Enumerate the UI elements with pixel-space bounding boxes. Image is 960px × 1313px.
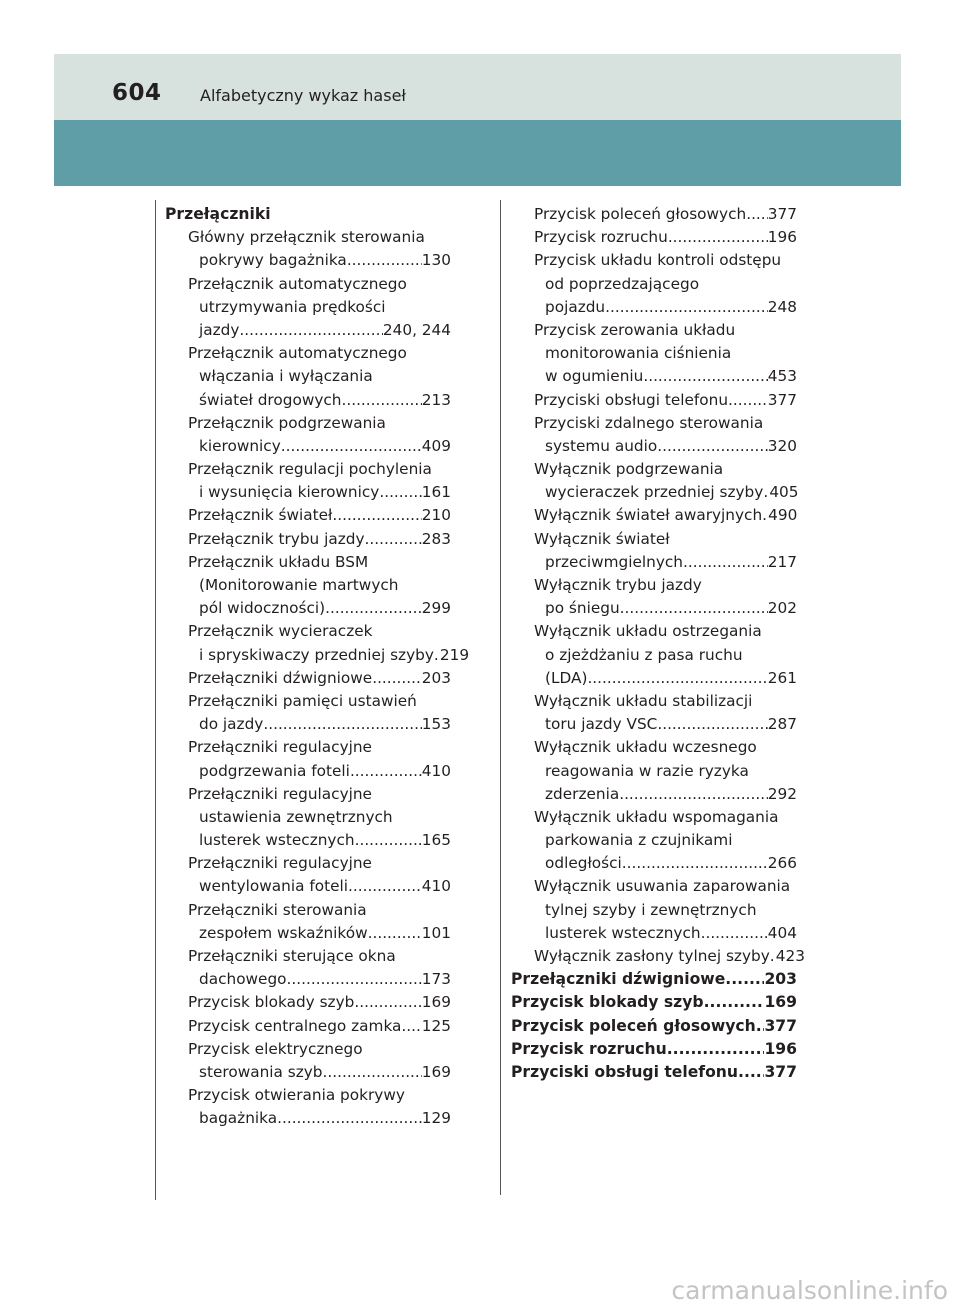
- index-entry-page: 202: [767, 599, 797, 618]
- index-entry-page: 219: [439, 645, 470, 664]
- index-entry: [511, 435, 797, 458]
- index-entry-text: Przełącznik świateł: [188, 506, 333, 525]
- index-entry-text: podgrzewania foteli: [199, 761, 350, 780]
- leader-dots: [372, 667, 422, 690]
- index-entry-page: 320: [767, 436, 797, 455]
- index-entry-text: pokrywy bagażnika: [199, 251, 347, 270]
- index-entry-text: Przycisk otwierania pokrywy: [188, 1086, 405, 1105]
- index-entry-page: 169: [764, 993, 797, 1012]
- index-entry: [165, 667, 451, 690]
- index-entry: [165, 783, 451, 806]
- index-column-left: [165, 203, 470, 1131]
- index-entry: [511, 852, 797, 875]
- index-entry-page: 196: [764, 1039, 797, 1058]
- index-entry-text: o zjeżdżaniu z pasa ruchu: [545, 645, 743, 664]
- index-entry-text: Przycisk rozruchu: [511, 1039, 667, 1058]
- index-entry-text: po śniegu: [545, 599, 620, 618]
- index-entry-text: Przycisk blokady szyb: [188, 993, 355, 1012]
- index-entry: [511, 620, 797, 643]
- index-entry-page: 261: [767, 668, 797, 687]
- index-entry-text: Przełączniki pamięci ustawień: [188, 691, 417, 710]
- index-entry-text: Wyłącznik podgrzewania: [534, 460, 724, 479]
- index-entry: [165, 365, 451, 388]
- index-entry: [165, 458, 451, 481]
- leader-dots: [605, 296, 768, 319]
- index-entry-page: 169: [421, 1062, 451, 1081]
- index-entry-text: dachowego: [199, 970, 287, 989]
- leader-dots: [263, 713, 421, 736]
- leader-dots: [683, 551, 768, 574]
- index-entry-text: pojazdu: [545, 297, 606, 316]
- index-entry-text: pól widoczności): [199, 599, 326, 618]
- index-entry: [165, 644, 470, 667]
- index-entry: [511, 319, 797, 342]
- index-entry-page: 377: [767, 205, 797, 223]
- index-entry-page: 410: [421, 761, 451, 780]
- index-entry: [165, 945, 451, 968]
- index-entry-page: 210: [421, 506, 451, 525]
- index-entry-text: (LDA): [545, 668, 588, 687]
- index-entry-text: Przełącznik regulacji pochylenia: [188, 460, 432, 479]
- index-entry: [511, 481, 797, 504]
- index-entry-page: 292: [767, 784, 797, 803]
- index-entry: [511, 1061, 797, 1084]
- leader-dots: [379, 481, 421, 504]
- index-entry: [511, 922, 797, 945]
- index-entry-text: (Monitorowanie martwych: [199, 576, 399, 594]
- index-entry: [165, 319, 451, 342]
- index-entry-text: Przełączniki sterowania: [188, 900, 367, 919]
- index-entry-text: parkowania z czujnikami: [545, 831, 733, 850]
- middle-column-rule: [500, 200, 501, 1195]
- index-entry: [165, 1015, 451, 1038]
- leader-dots: [368, 922, 422, 945]
- leader-dots: [643, 365, 767, 388]
- index-entry: [165, 760, 451, 783]
- index-entry: [165, 899, 451, 922]
- index-entry: [165, 273, 451, 296]
- leader-dots: [287, 968, 422, 991]
- index-entry: [165, 875, 451, 898]
- index-entry-text: systemu audio: [545, 436, 658, 455]
- index-entry: [165, 574, 451, 597]
- index-entry: [165, 435, 451, 458]
- index-entry-text: w ogumieniu: [545, 367, 644, 386]
- index-entry: [165, 736, 451, 759]
- index-entry-text: Przycisk centralnego zamka: [188, 1016, 402, 1035]
- index-entry-text: Przełączniki regulacyjne: [188, 738, 372, 757]
- index-entry-page: 453: [767, 367, 797, 386]
- index-entry-text: Przycisk rozruchu: [534, 228, 668, 247]
- index-entry: [165, 551, 451, 574]
- index-entry-page: 196: [767, 228, 797, 247]
- index-entry-text: tylnej szyby i zewnętrznych: [545, 900, 757, 919]
- index-entry: [511, 1015, 797, 1038]
- leader-dots: [667, 1038, 765, 1061]
- index-entry: [165, 806, 451, 829]
- index-entry-text: do jazdy: [199, 715, 264, 734]
- index-entry: [165, 203, 451, 226]
- leader-dots: [239, 319, 382, 342]
- index-entry: [511, 991, 797, 1014]
- index-entry-text: Przycisk poleceń głosowych: [511, 1016, 756, 1035]
- index-entry: [165, 620, 451, 643]
- index-entry: [511, 458, 797, 481]
- index-entry-text: Wyłącznik świateł: [534, 529, 670, 548]
- index-entry-text: lusterek wstecznych: [199, 831, 355, 850]
- index-entry-text: Przełączniki dźwigniowe: [511, 970, 726, 989]
- index-entry-text: Przełącznik wycieraczek: [188, 622, 373, 641]
- index-entry-text: Wyłącznik trybu jazdy: [534, 576, 702, 594]
- index-column-right: [511, 203, 805, 1084]
- index-entry: [165, 504, 451, 527]
- leader-dots: [350, 760, 422, 783]
- index-entry: [165, 1061, 451, 1084]
- index-entry: [165, 296, 451, 319]
- index-entry-text: wentylowania foteli: [199, 877, 348, 896]
- leader-dots: [704, 991, 765, 1014]
- index-entry-text: zderzenia: [545, 784, 620, 803]
- index-entry-text: i wysunięcia kierownicy: [199, 483, 380, 502]
- index-entry-text: monitorowania ciśnienia: [545, 344, 732, 363]
- leader-dots: [365, 528, 422, 551]
- index-entry: [511, 899, 797, 922]
- index-entry-page: 213: [421, 390, 451, 409]
- leader-dots: [277, 1107, 422, 1130]
- index-entry: [511, 945, 805, 968]
- index-entry-text: wycieraczek przedniej szyby: [545, 483, 764, 502]
- index-entry-text: jazdy: [199, 320, 240, 339]
- index-entry: [165, 690, 451, 713]
- index-entry-page: 240, 244: [382, 320, 451, 339]
- leader-dots: [341, 389, 421, 412]
- index-entry: [165, 713, 451, 736]
- index-entry-page: 203: [421, 668, 451, 687]
- index-entry: [165, 481, 451, 504]
- index-entry-text: Wyłącznik układu ostrzegania: [534, 622, 762, 641]
- leader-dots: [347, 249, 422, 272]
- index-entry-text: Przełączniki sterujące okna: [188, 947, 396, 965]
- index-entry-text: i spryskiwaczy przedniej szyby: [199, 645, 434, 664]
- index-entry-text: Przełącznik automatycznego: [188, 274, 407, 293]
- index-entry: [511, 690, 797, 713]
- index-entry: [511, 226, 797, 249]
- index-entry-page: 409: [421, 436, 451, 455]
- index-entry: [511, 296, 797, 319]
- index-entry: [511, 273, 797, 296]
- index-entry-text: zespołem wskaźników: [199, 923, 368, 942]
- index-entry: [511, 667, 797, 690]
- index-entry: [511, 875, 797, 898]
- index-entry: [511, 203, 797, 226]
- index-entry-text: Wyłącznik świateł awaryjnych: [534, 506, 763, 525]
- leader-dots: [281, 435, 422, 458]
- index-entry: [165, 226, 451, 249]
- index-entry: [511, 806, 797, 829]
- index-entry-text: Przycisk blokady szyb: [511, 993, 704, 1012]
- header-color-band: [54, 120, 901, 186]
- index-entry-text: odległości: [545, 854, 622, 873]
- index-entry-text: Przyciski obsługi telefonu: [534, 390, 729, 409]
- leader-dots: [348, 875, 422, 898]
- index-entry-text: Wyłącznik układu wczesnego: [534, 738, 757, 757]
- index-entry-text: Przełączniki dźwigniowe: [188, 668, 373, 687]
- index-entry: [165, 597, 451, 620]
- index-entry: [511, 528, 797, 551]
- index-entry-text: Przycisk zerowania układu: [534, 320, 736, 339]
- index-entry: [511, 829, 797, 852]
- index-entry-page: 299: [421, 599, 451, 618]
- index-entry-text: Przycisk układu kontroli odstępu: [534, 251, 782, 270]
- index-entry-page: 377: [764, 1062, 797, 1081]
- index-entry-text: sterowania szyb: [199, 1062, 323, 1081]
- leader-dots: [668, 226, 768, 249]
- index-entry: [165, 968, 451, 991]
- page-number: 604: [112, 80, 162, 106]
- leader-dots: [332, 504, 421, 527]
- index-entry: [165, 991, 451, 1014]
- index-entry: [511, 783, 797, 806]
- index-entry: [165, 1107, 451, 1130]
- index-entry: [165, 389, 451, 412]
- index-entry-page: 153: [421, 715, 451, 734]
- index-entry: [511, 736, 797, 759]
- leader-dots: [354, 991, 421, 1014]
- index-entry-text: Przełącznik trybu jazdy: [188, 529, 365, 548]
- index-entry-text: Wyłącznik usuwania zaparowania: [534, 877, 791, 896]
- index-entry-page: 130: [421, 251, 451, 270]
- leader-dots: [401, 1015, 421, 1038]
- index-entry-page: 405: [769, 483, 799, 502]
- index-entry-page: 287: [767, 715, 797, 734]
- index-entry-text: ustawienia zewnętrznych: [199, 807, 393, 826]
- index-entry-page: 217: [767, 552, 797, 571]
- index-entry-page: 169: [421, 993, 451, 1012]
- index-entry-text: Przełącznik układu BSM: [188, 552, 369, 571]
- index-entry-text: Przycisk elektrycznego: [188, 1039, 363, 1058]
- leader-dots: [657, 713, 767, 736]
- index-entry-text: świateł drogowych: [199, 390, 342, 409]
- index-entry-page: 423: [775, 947, 805, 965]
- index-entry-text: toru jazdy VSC: [545, 715, 658, 734]
- index-entry: [511, 365, 797, 388]
- index-entry-text: Przełącznik automatycznego: [188, 344, 407, 363]
- index-entry-text: Przyciski obsługi telefonu: [511, 1062, 739, 1081]
- leader-dots: [323, 1061, 422, 1084]
- index-entry-text: Wyłącznik układu stabilizacji: [534, 691, 753, 710]
- index-entry-text: Główny przełącznik sterowania: [188, 228, 425, 247]
- index-entry: [165, 1038, 451, 1061]
- leader-dots: [746, 203, 768, 226]
- leader-dots: [619, 783, 768, 806]
- left-column-rule: [155, 200, 156, 1200]
- index-entry-page: 266: [767, 854, 797, 873]
- index-entry: [165, 829, 451, 852]
- index-entry: [511, 504, 797, 527]
- leader-dots: [756, 1015, 765, 1038]
- leader-dots: [728, 389, 768, 412]
- index-entry: [511, 760, 797, 783]
- index-entry-text: przeciwmgielnych: [545, 552, 683, 571]
- index-entry: [165, 342, 451, 365]
- leader-dots: [701, 922, 768, 945]
- index-entry-page: 203: [764, 970, 797, 989]
- index-entry-text: Przełączniki regulacyjne: [188, 854, 372, 873]
- index-entry-text: kierownicy: [199, 436, 281, 455]
- index-entry: [511, 597, 797, 620]
- index-entry: [511, 574, 797, 597]
- index-entry: [511, 968, 797, 991]
- index-entry-text: Przełączniki regulacyjne: [188, 784, 372, 803]
- index-entry-text: Przełącznik podgrzewania: [188, 413, 386, 432]
- leader-dots: [738, 1061, 764, 1084]
- index-entry: [165, 412, 451, 435]
- index-entry: [165, 528, 451, 551]
- index-entry: [165, 249, 451, 272]
- index-entry: [511, 249, 797, 272]
- index-entry-text: reagowania w razie ryzyka: [545, 761, 749, 780]
- index-entry-text: Przyciski zdalnego sterowania: [534, 413, 764, 432]
- index-entry: [511, 412, 797, 435]
- index-entry-page: 248: [767, 297, 797, 316]
- index-entry-text: utrzymywania prędkości: [199, 297, 386, 316]
- index-entry-page: 165: [421, 831, 451, 850]
- watermark: carmanualsonline.info: [671, 1276, 948, 1305]
- index-entry-text: Przycisk poleceń głosowych: [534, 205, 747, 223]
- leader-dots: [355, 829, 422, 852]
- index-entry: [165, 1084, 451, 1107]
- leader-dots: [657, 435, 768, 458]
- leader-dots: [620, 597, 768, 620]
- index-entry: [511, 342, 797, 365]
- index-entry: [511, 644, 797, 667]
- index-entry-text: włączania i wyłączania: [199, 367, 373, 386]
- index-entry-page: 490: [768, 506, 798, 525]
- leader-dots: [725, 968, 764, 991]
- index-entry: [165, 852, 451, 875]
- index-entry-page: 377: [764, 1016, 797, 1035]
- index-entry-text: lusterek wstecznych: [545, 923, 701, 942]
- leader-dots: [622, 852, 768, 875]
- index-entry-page: 377: [767, 390, 797, 409]
- header-top-band: [54, 54, 901, 120]
- index-entry-page: 125: [421, 1016, 451, 1035]
- index-entry-text: od poprzedzającego: [545, 274, 700, 293]
- index-entry: [511, 551, 797, 574]
- index-entry-page: 161: [421, 483, 451, 502]
- leader-dots: [587, 667, 767, 690]
- index-entry-text: Wyłącznik układu wspomagania: [534, 807, 779, 826]
- index-entry-page: 129: [421, 1109, 451, 1128]
- leader-dots: [325, 597, 422, 620]
- index-entry-text: Wyłącznik zasłony tylnej szyby: [534, 947, 770, 965]
- index-entry: [511, 713, 797, 736]
- index-entry-page: 404: [767, 923, 797, 942]
- index-entry: [511, 389, 797, 412]
- index-entry-page: 173: [421, 970, 451, 989]
- index-entry: [511, 1038, 797, 1061]
- index-entry-page: 410: [421, 877, 451, 896]
- page-title: Alfabetyczny wykaz haseł: [200, 86, 406, 105]
- index-entry-text: Przełączniki: [165, 205, 271, 223]
- index-entry-text: bagażnika: [199, 1109, 278, 1128]
- index-entry-page: 101: [421, 923, 451, 942]
- index-entry-page: 283: [421, 529, 451, 548]
- index-entry: [165, 922, 451, 945]
